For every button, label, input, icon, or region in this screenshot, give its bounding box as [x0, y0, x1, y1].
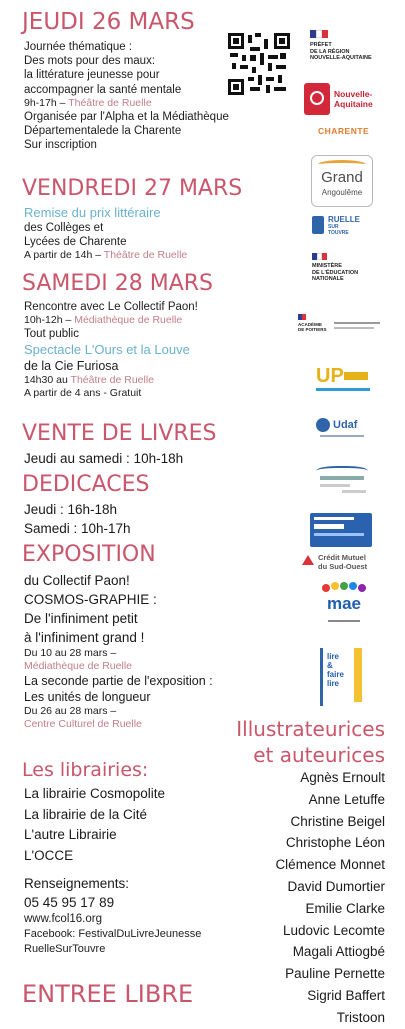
academie-text: DE POITIERS	[298, 327, 327, 332]
exposition-venue2: Centre Culturel de Ruelle	[24, 718, 142, 730]
samedi-title: SAMEDI 28 MARS	[22, 271, 213, 296]
lire-et-faire-lire-logo	[320, 648, 362, 706]
samedi-time1: 10h-12h –	[24, 314, 75, 327]
jeudi-text	[24, 40, 229, 152]
dedicaces-line: Jeudi : 16h-18h	[24, 502, 118, 517]
facebook-link-cont[interactable]: RuelleSurTouvre	[24, 943, 106, 955]
exposition-dates2: Du 26 au 28 mars –	[24, 705, 117, 717]
partner-building-logo	[312, 462, 372, 498]
mae-logo	[318, 582, 370, 632]
samedi-event2: Spectacle L'Ours et la Louve	[24, 342, 190, 358]
author-name: Emilie Clarke	[305, 900, 385, 916]
qr-code[interactable]	[228, 33, 290, 95]
phone-number: 05 45 95 17 89	[24, 895, 115, 910]
charente-logo	[318, 126, 378, 140]
author-name: Ludovic Lecomte	[282, 922, 385, 938]
exposition-venue1: Médiathèque de Ruelle	[24, 660, 132, 672]
samedi-line: Rencontre avec Le Collectif Paon!	[24, 301, 198, 313]
nouvelle-aquitaine-logo	[304, 83, 380, 115]
jeudi-org: Départementalede la Charente	[24, 125, 182, 138]
academie-text: ACADÉMIE	[298, 322, 323, 327]
website-link[interactable]: www.fcol16.org	[24, 913, 102, 925]
credit-mutuel-logo	[302, 553, 384, 577]
jeudi-org: Sur inscription	[24, 139, 97, 152]
region-text: Aquitaine	[334, 99, 373, 109]
angouleme-text: Angoulême	[321, 188, 363, 197]
prefet-text: DE LA RÉGION	[310, 48, 350, 55]
ruelle-text: SUR	[328, 224, 339, 230]
academie-logo	[298, 314, 384, 340]
author-name: Anne Letuffe	[308, 791, 385, 807]
credit-text: du Sud-Ouest	[318, 562, 368, 571]
region-text: Nouvelle-	[334, 89, 373, 99]
samedi-venue1: Médiathèque de Ruelle	[74, 314, 183, 327]
prefet-text: NOUVELLE-AQUITAINE	[310, 55, 372, 61]
author-name: Magali Attiogbé	[292, 944, 385, 960]
grand-angouleme-logo	[311, 155, 373, 207]
exposition-line: La seconde partie de l'exposition :	[24, 674, 213, 688]
ruelle-logo	[312, 214, 374, 240]
samedi-line: Tout public	[24, 328, 79, 341]
librairie-item: La librairie Cosmopolite	[24, 786, 166, 801]
ministere-logo	[310, 253, 378, 293]
prefet-logo	[308, 30, 378, 70]
exposition-title: EXPOSITION	[22, 542, 156, 567]
ministere-text: DE L'ÉDUCATION	[312, 269, 359, 276]
grand-text: Grand	[321, 169, 363, 186]
illustrateurs-list	[275, 767, 385, 1029]
jeudi-line: accompagner la santé mentale	[24, 83, 182, 96]
dedicaces-line: Samedi : 10h-17h	[24, 521, 131, 536]
ministere-text: MINISTÈRE	[312, 263, 342, 269]
samedi-time2-line	[24, 374, 198, 387]
ministere-text: NATIONALE	[312, 276, 344, 282]
samedi-time2: 14h30 au	[24, 374, 71, 387]
credit-text: Crédit Mutuel	[318, 553, 366, 562]
ruelle-text: TOUVRE	[328, 230, 349, 236]
vendredi-line: Lycées de Charente	[24, 236, 127, 249]
jeudi-line: Des mots pour des maux:	[24, 55, 156, 68]
facebook-link[interactable]: Facebook: FestivalDuLivreJeunesse	[24, 928, 202, 940]
entree-libre: ENTREE LIBRE	[22, 980, 194, 1008]
vendredi-event: Remise du prix littéraire	[24, 205, 161, 220]
vendredi-venue: Théâtre de Ruelle	[103, 249, 188, 262]
author-name: Clémence Monnet	[275, 857, 385, 873]
dedicaces-title: DEDICACES	[22, 472, 150, 497]
author-name: Agnès Ernoult	[300, 770, 385, 785]
partner-blue-logo	[310, 513, 372, 547]
udaf-text: Udaf	[333, 419, 358, 431]
mae-text: mae	[326, 594, 362, 613]
exposition-line: Les unités de longueur	[24, 690, 151, 704]
author-name: Pauline Pernette	[285, 966, 385, 982]
prefet-text: PRÉFET	[310, 42, 332, 48]
jeudi-time-line	[24, 97, 229, 110]
vendredi-line: des Collèges et	[24, 222, 104, 234]
udaf-logo	[316, 416, 370, 442]
jeudi-time: 9h-17h –	[24, 96, 69, 109]
vendredi-title: VENDREDI 27 MARS	[22, 176, 243, 201]
librairie-item: L'OCCE	[24, 847, 74, 863]
librairie-item: La librairie de la Cité	[24, 806, 148, 822]
charente-text: CHARENTE	[318, 126, 370, 136]
jeudi-venue: Théâtre de Ruelle	[68, 96, 152, 109]
jeudi-title: JEUDI 26 MARS	[22, 9, 195, 35]
jeudi-line: Journée thématique :	[24, 41, 133, 53]
exposition-line: COSMOS-GRAPHIE :	[24, 592, 157, 607]
samedi-line: A partir de 4 ans - Gratuit	[24, 387, 142, 400]
illustrateurs-title	[236, 716, 385, 768]
vente-line: Jeudi au samedi : 10h-18h	[24, 451, 184, 466]
samedi-line: de la Cie Furiosa	[24, 359, 119, 374]
lire-text: faire	[327, 670, 344, 679]
author-name: Christine Beigel	[290, 813, 385, 829]
author-name: Christophe Léon	[285, 835, 385, 851]
author-name: David Dumortier	[287, 878, 385, 894]
up-text: UP	[316, 365, 344, 387]
exposition-line: à l'infiniment grand !	[24, 630, 145, 645]
up-logo	[316, 364, 370, 394]
jeudi-line: la littérature jeunesse pour	[24, 69, 160, 82]
vendredi-time: A partir de 14h –	[24, 249, 104, 262]
ruelle-text: RUELLE	[328, 215, 360, 224]
samedi-venue2: Théâtre de Ruelle	[70, 374, 154, 387]
vendredi-time-line	[24, 249, 187, 262]
exposition-dates1: Du 10 au 28 mars –	[24, 647, 117, 659]
lire-text: lire	[327, 652, 340, 661]
librairie-item: L'autre Librairie	[24, 827, 117, 842]
renseignements-title: Renseignements:	[24, 876, 130, 891]
jeudi-org: Organisée par l'Alpha et la Médiathèque	[24, 110, 229, 123]
illustrateurs-title-1: Illustrateurices	[236, 717, 385, 741]
author-name: Sigrid Baffert	[307, 987, 385, 1003]
librairies-title: Les librairies:	[22, 759, 149, 781]
lire-text: lire	[327, 679, 340, 688]
exposition-line: De l'infiniment petit	[24, 611, 138, 626]
illustrateurs-title-2: et auteurices	[253, 743, 385, 767]
exposition-line: du Collectif Paon!	[24, 573, 130, 588]
vente-title: VENTE DE LIVRES	[22, 421, 217, 446]
samedi-time1-line	[24, 314, 198, 327]
lire-text: &	[327, 661, 333, 670]
author-name: Tristoon	[336, 1009, 385, 1025]
